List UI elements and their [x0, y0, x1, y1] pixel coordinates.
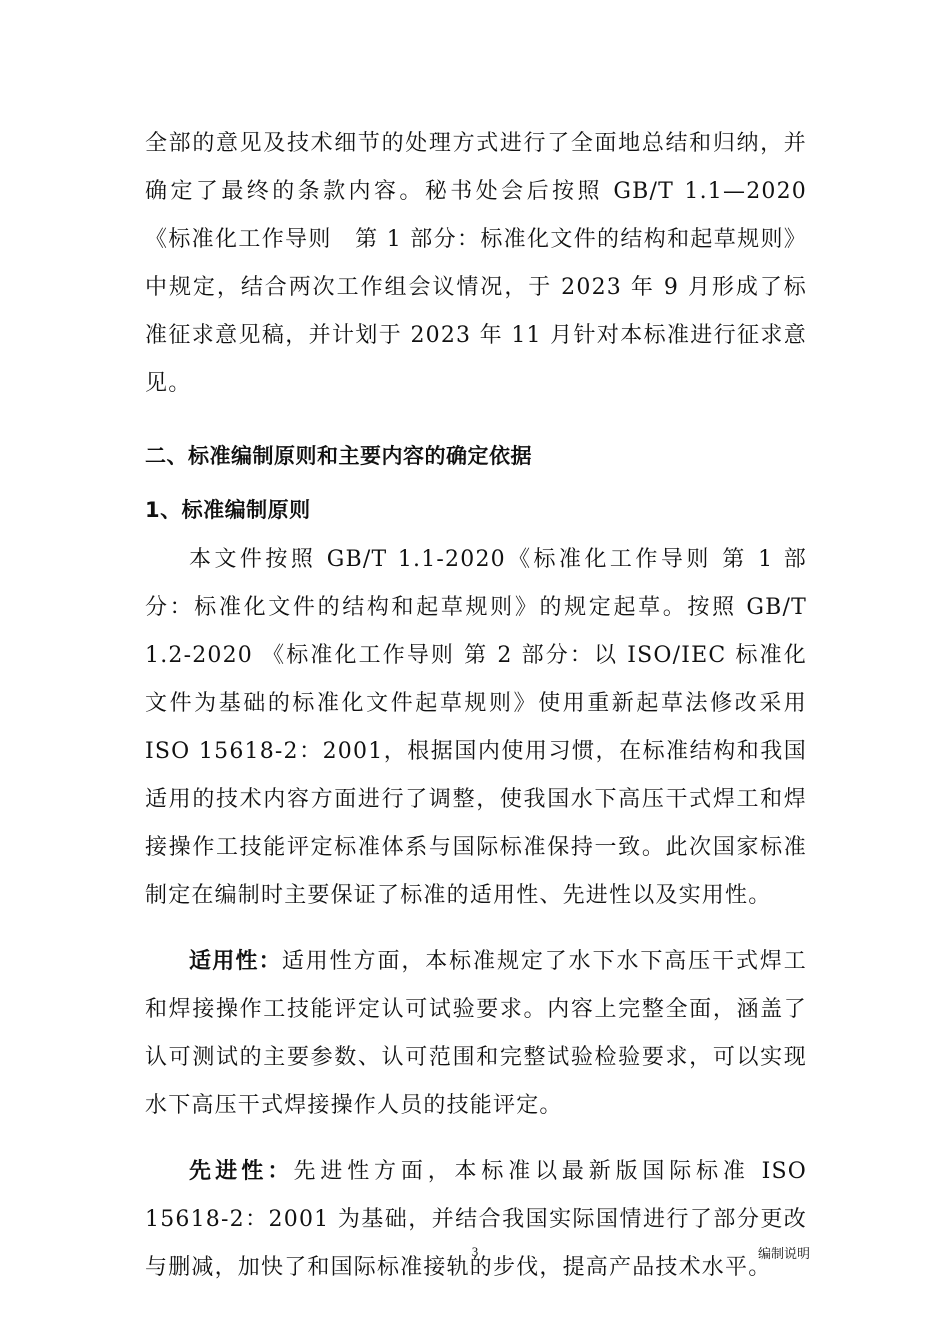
applicability-label: 适用性： [189, 949, 282, 974]
applicability-paragraph [145, 938, 807, 1130]
document-body [145, 120, 807, 1292]
applicability-text: 适用性方面，本标准规定了水下水下高压干式焊工和焊接操作工技能评定认可试验要求。内容上完整全面，涵盖了认可测试的主要参数、认可范围和完整试验检验要求，可以实现水下高压干式焊接操作人员的技能评定。 [145, 949, 807, 1118]
footer-label: 编制说明 [757, 1247, 810, 1262]
subsection-heading: 1、标准编制原则 [145, 498, 311, 522]
advancement-paragraph [145, 1148, 807, 1292]
spacer [145, 920, 807, 938]
section-heading: 二、标准编制原则和主要内容的确定依据 [145, 444, 532, 468]
principle-paragraph: 本文件按照 GB/T 1.1-2020《标准化工作导则 第 1 部分：标准化文件的结构和起草规则》的规定起草。按照 GB/T 1.2-2020 《标准化工作导则 第 2 部分：以 ISO/IEC 标准化文件为基础的标准化文件起草规则》使用重新起草法修改采用 ISO 15618-2：2001，根据国内使用习惯，在标准结构和我国适用的技术内容方面进行了调整，使我国水下高压干式焊工和焊接操作工技能评定标准体系与国际标准保持一致。此次国家标准制定在编制时主要保证了标准的适用性、先进性以及实用性。 [145, 547, 807, 908]
advancement-text: 先进性方面，本标准以最新版国际标准 ISO 15618-2：2001 为基础，并结合我国实际国情进行了部分更改与删减，加快了和国际标准接轨的步伐，提高产品技术水平。 [145, 1159, 807, 1280]
spacer [145, 1130, 807, 1148]
spacer [145, 408, 807, 426]
advancement-label: 先进性： [189, 1159, 294, 1184]
continuation-paragraph: 全部的意见及技术细节的处理方式进行了全面地总结和归纳，并确定了最终的条款内容。秘书处会后按照 GB/T 1.1—2020《标准化工作导则 第 1 部分：标准化文件的结构和起草规则》中规定，结合两次工作组会议情况，于 2023 年 9 月形成了标准征求意见稿，并计划于 2023 年 11 月针对本标准进行征求意见。 [145, 131, 807, 396]
page-number: 3 [471, 1244, 479, 1259]
